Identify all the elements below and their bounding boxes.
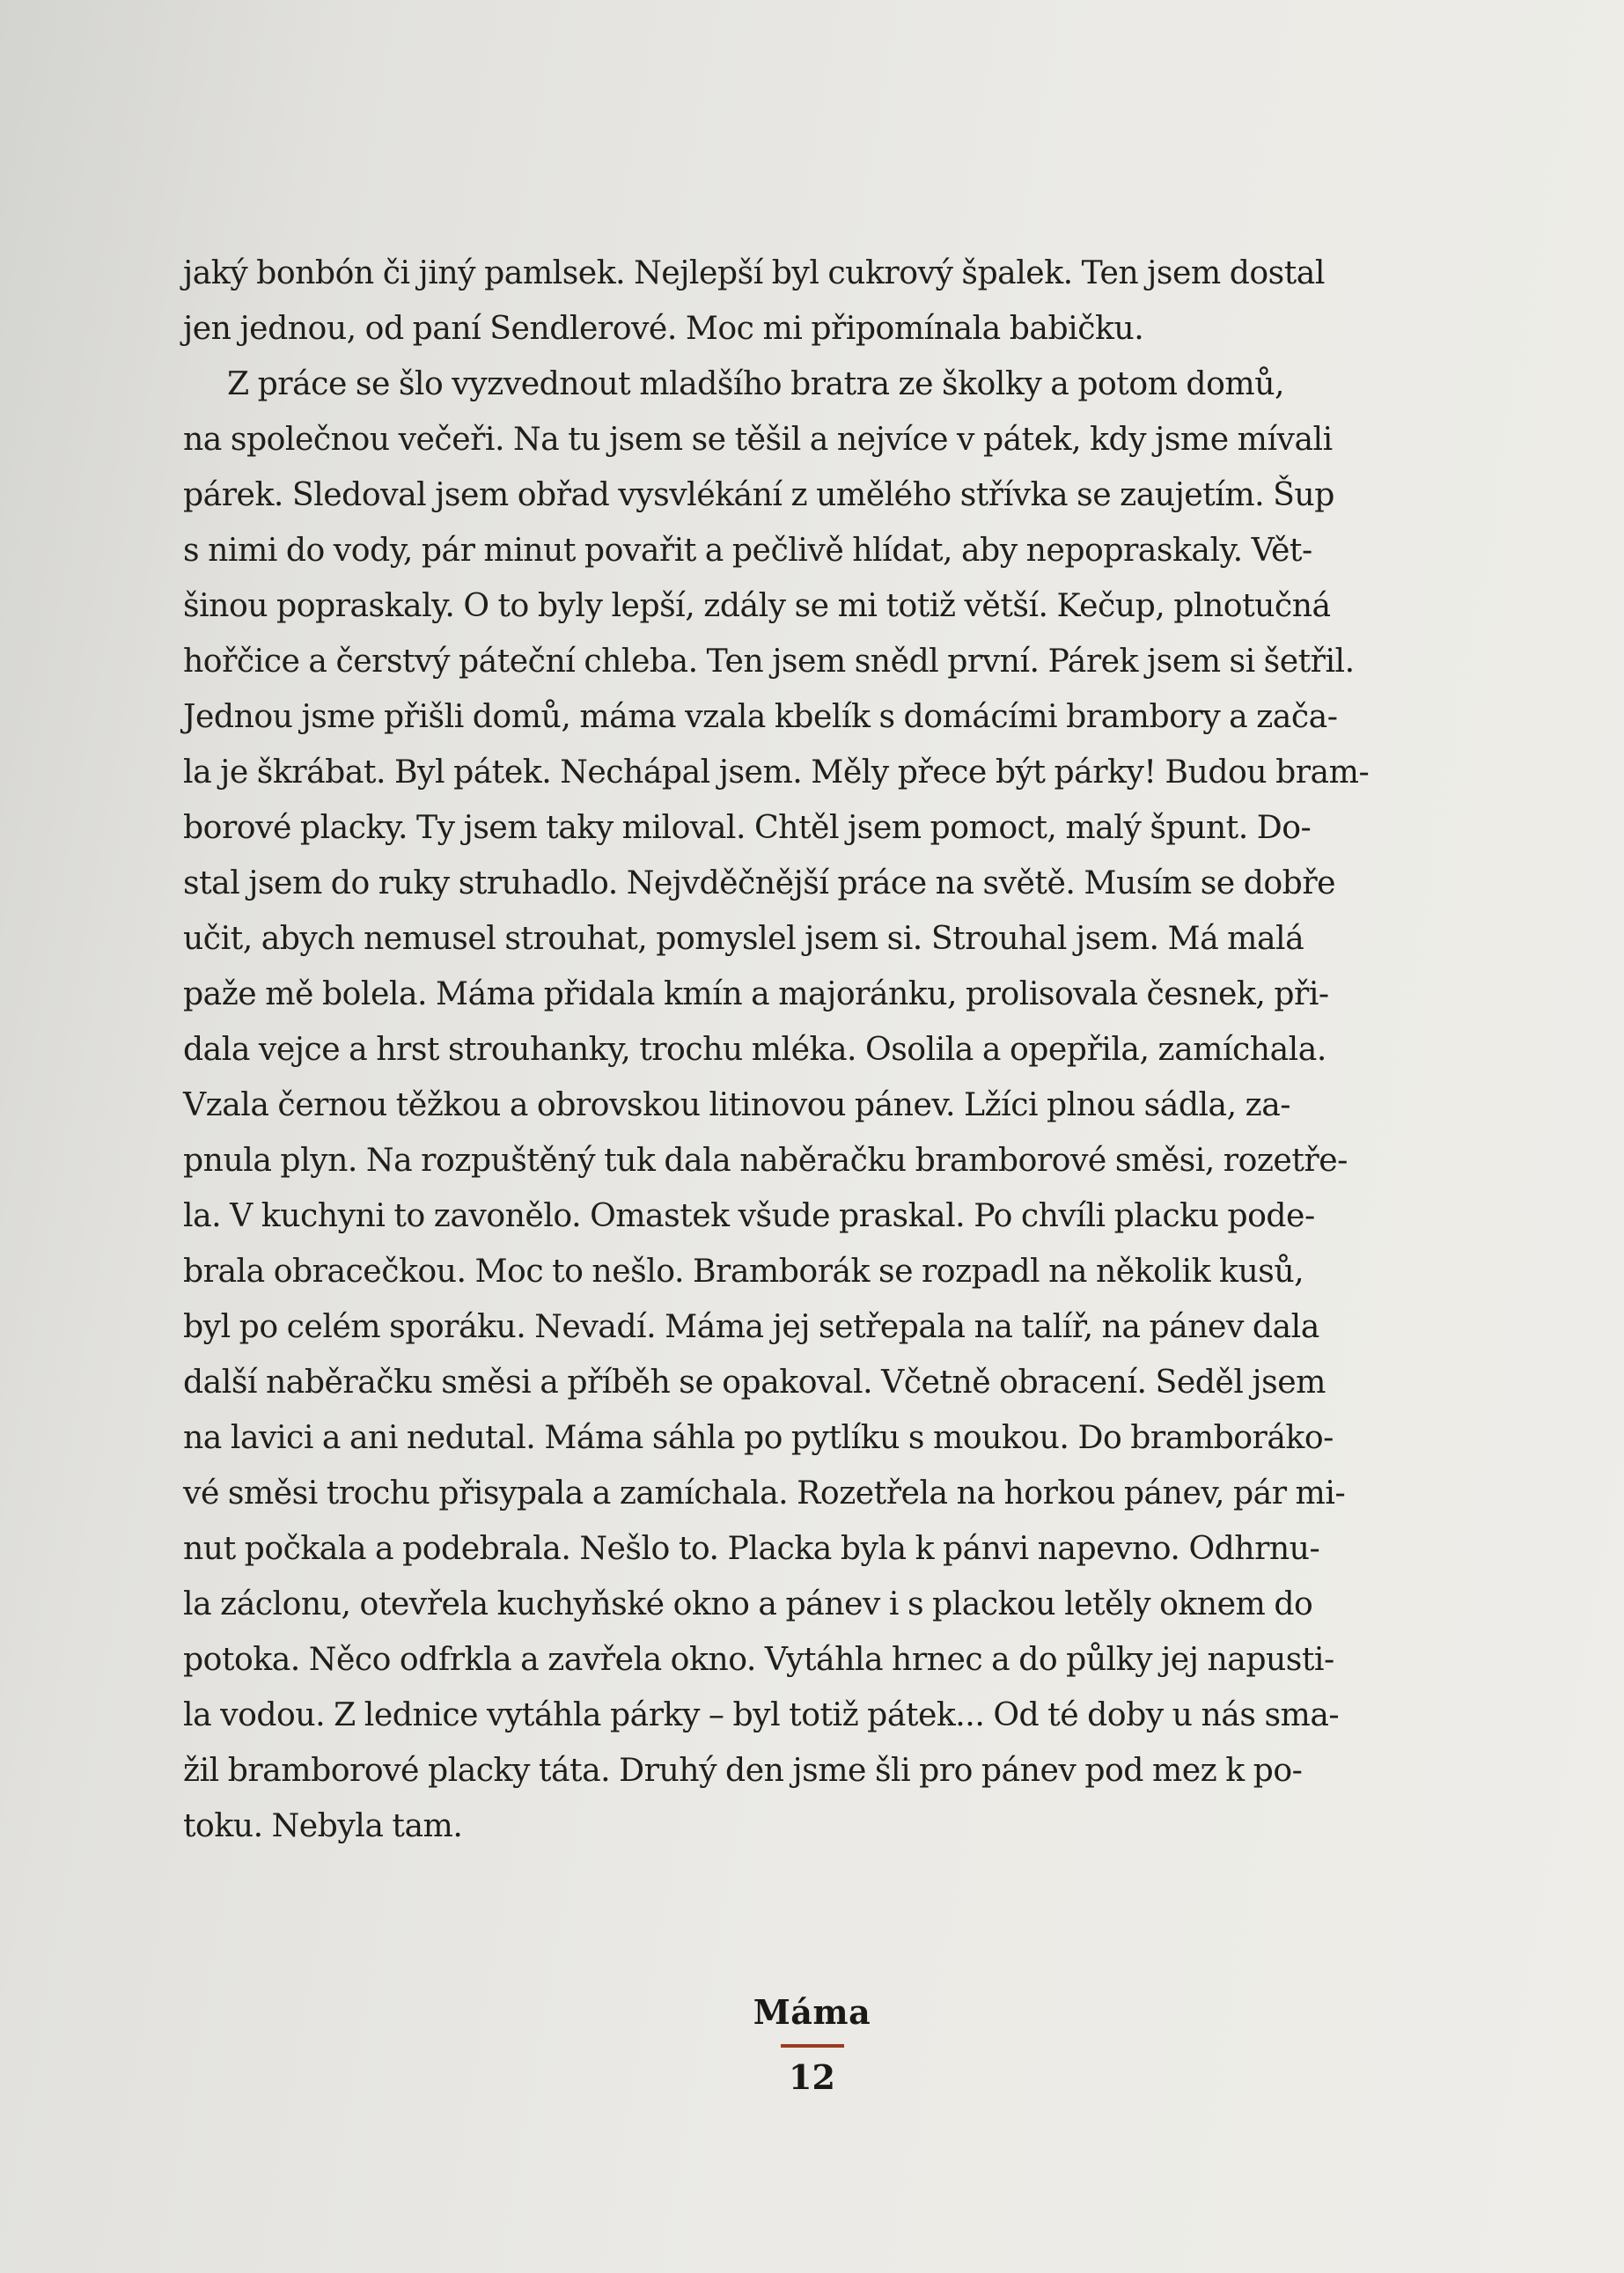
text-line: na lavici a ani nedutal. Máma sáhla po pytlíku s moukou. Do bramboráko- (183, 1418, 1334, 1456)
text-line: paže mě bolela. Máma přidala kmín a majoránku, prolisovala česnek, při- (183, 975, 1329, 1012)
text-line: vé směsi trochu přisypala a zamíchala. Rozetřela na horkou pánev, pár mi- (183, 1474, 1346, 1512)
text-line: jaký bonbón či jiný pamlsek. Nejlepší byl cukrový špalek. Ten jsem dostal (183, 254, 1325, 291)
paragraph-start-line: Z práce se šlo vyzvednout mladšího bratra ze školky a potom domů, (227, 364, 1285, 402)
text-line: šinou popraskaly. O to byly lepší, zdály se mi totiž větší. Kečup, plnotučná (183, 586, 1331, 624)
text-line: la. V kuchyni to zavonělo. Omastek všude praskal. Po chvíli placku pode- (183, 1196, 1315, 1234)
text-line: Jednou jsme přišli domů, máma vzala kbelík s domácími brambory a zača- (183, 697, 1338, 735)
text-line: toku. Nebyla tam. (183, 1806, 463, 1844)
text-line: la je škrábat. Byl pátek. Nechápal jsem. Měly přece být párky! Budou bram- (183, 753, 1370, 791)
text-line: párek. Sledoval jsem obřad vysvlékání z umělého střívka se zaujetím. Šup (183, 475, 1334, 513)
text-line: pnula plyn. Na rozpuštěný tuk dala naběračku bramborové směsi, rozetře- (183, 1141, 1348, 1179)
text-line: na společnou večeři. Na tu jsem se těšil a nejvíce v pátek, kdy jsme mívali (183, 420, 1333, 458)
page-footer (0, 1991, 1624, 2099)
text-line: potoka. Něco odfrkla a zavřela okno. Vytáhla hrnec a do půlky jej napusti- (183, 1640, 1334, 1678)
text-line: la vodou. Z lednice vytáhla párky – byl totiž pátek... Od té doby u nás sma- (183, 1696, 1340, 1733)
text-line: nut počkala a podebrala. Nešlo to. Placka byla k pánvi napevno. Odhrnu- (183, 1529, 1320, 1567)
text-line: s nimi do vody, pár minut povařit a pečlivě hlídat, aby nepopraskaly. Vět- (183, 531, 1312, 569)
text-line: hořčice a čerstvý páteční chleba. Ten jsem snědl první. Párek jsem si šetřil. (183, 642, 1355, 680)
chapter-title: Máma (753, 1992, 871, 2032)
footer-divider (781, 2044, 844, 2048)
text-line: stal jsem do ruky struhadlo. Nejvděčnější práce na světě. Musím se dobře (183, 864, 1336, 901)
text-line: byl po celém sporáku. Nevadí. Máma jej setřepala na talíř, na pánev dala (183, 1307, 1319, 1345)
text-line: žil bramborové placky táta. Druhý den jsme šli pro pánev pod mez k po- (183, 1751, 1303, 1789)
text-line: Vzala černou těžkou a obrovskou litinovou pánev. Lžíci plnou sádla, za- (183, 1085, 1291, 1123)
page-number: 12 (789, 2057, 835, 2097)
text-line: dala vejce a hrst strouhanky, trochu mléka. Osolila a opepřila, zamíchala. (183, 1030, 1326, 1068)
text-line: brala obracečkou. Moc to nešlo. Bramborák se rozpadl na několik kusů, (183, 1252, 1304, 1290)
text-line: la záclonu, otevřela kuchyňské okno a pánev i s plackou letěly oknem do (183, 1585, 1313, 1622)
text-line: učit, abych nemusel strouhat, pomyslel jsem si. Strouhal jsem. Má malá (183, 919, 1304, 957)
text-line: jen jednou, od paní Sendlerové. Moc mi připomínala babičku. (183, 309, 1144, 347)
text-line: borové placky. Ty jsem taky miloval. Chtěl jsem pomoct, malý špunt. Do- (183, 808, 1312, 846)
text-line: další naběračku směsi a příběh se opakoval. Včetně obracení. Seděl jsem (183, 1363, 1326, 1401)
body-text (183, 245, 1370, 1853)
